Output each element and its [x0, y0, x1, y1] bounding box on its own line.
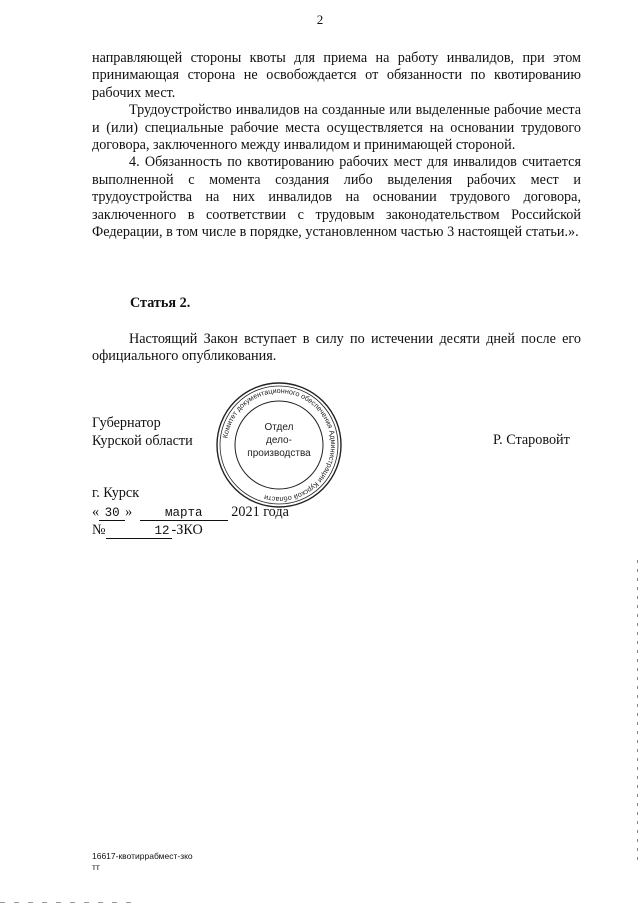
date-quote-open: «	[92, 504, 100, 520]
stamp-center-line3: производства	[247, 448, 311, 459]
scan-bottom-artifact	[0, 902, 140, 903]
signer-title-line2: Курской области	[92, 433, 193, 449]
document-footer	[92, 851, 193, 873]
article-2-title: Статья 2.	[130, 295, 191, 311]
enactment-date	[92, 504, 289, 521]
enactment-place: г. Курск	[92, 485, 140, 501]
date-year: 2021 года	[231, 504, 289, 520]
stamp-ring-text: Комитет документационного обеспечения Администрации Курской области	[220, 385, 339, 505]
signer-title-line1: Губернатор	[92, 415, 161, 431]
date-day: 30	[99, 506, 125, 521]
law-body-text	[92, 50, 581, 241]
scan-edge-artifact	[637, 560, 638, 860]
article-2-text: Настоящий Закон вступает в силу по истечении десяти дней после его официального опубликования.	[92, 331, 581, 365]
stamp-center-line1: Отдел	[264, 422, 294, 433]
date-month: марта	[140, 506, 228, 521]
footer-line1: 16617-квотиррабмест-зко	[92, 851, 193, 861]
signer-name: Р. Старовойт	[493, 432, 570, 448]
date-quote-close: »	[125, 504, 133, 520]
number-prefix: №	[92, 522, 106, 538]
signer-title	[92, 414, 193, 450]
paragraph-quota-fulfilled: 4. Обязанность по квотированию рабочих мест для инвалидов считается выполненной с момента создания либо выделения рабочих мест и трудоустройства на них инвалидов на основании трудового договора, заключенного в соответствии с трудовым законодательством Российской Федерации, в том числе в порядке, установленном частью 3 настоящей статьи.».	[92, 154, 581, 241]
number-suffix: -ЗКО	[171, 522, 203, 538]
paragraph-employment: Трудоустройство инвалидов на созданные или выделенные рабочие места и (или) специальные рабочие места осуществляется на основании трудового договора, заключенного между инвалидом и принимающей стороной.	[92, 102, 581, 154]
footer-line2: тт	[92, 862, 100, 872]
law-number	[92, 522, 203, 539]
stamp-center-line2: дело-	[266, 435, 292, 446]
number-value: 12	[106, 524, 172, 539]
paragraph-continuation: направляющей стороны квоты для приема на работу инвалидов, при этом принимающая сторона не освобождается от обязанности по квотированию рабочих мест.	[92, 50, 581, 101]
official-stamp	[214, 380, 344, 510]
page-number: 2	[316, 12, 324, 27]
